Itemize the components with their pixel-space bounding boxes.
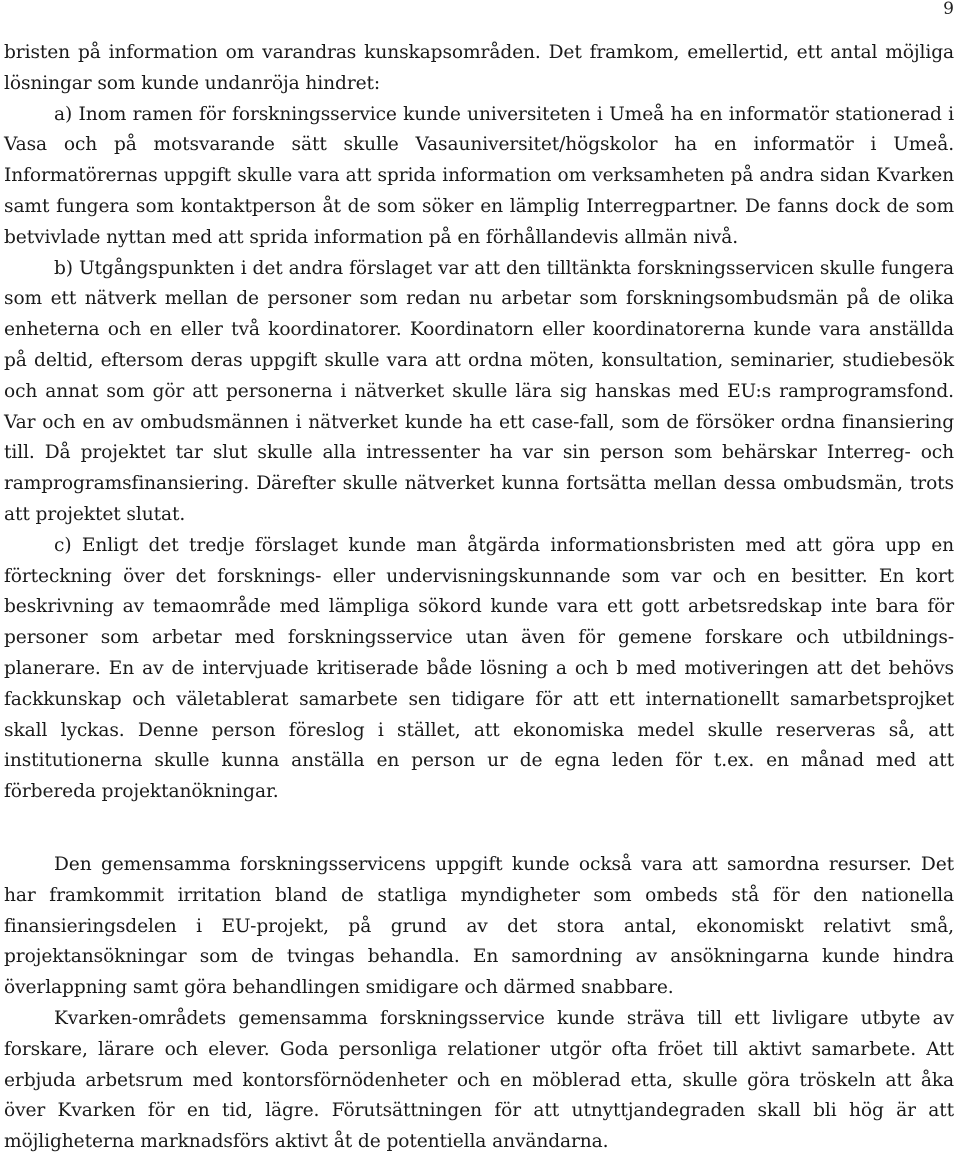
paragraph-option-a: a) Inom ramen för forskningsservice kunde universiteten i Umeå ha en informatör stationerad i Vasa och på motsvarande sätt skulle Vasauniversitet/högskolor ha en informatör i Umeå. Informatörernas uppgift skulle vara att sprida information om verksamheten på andra sidan Kvarken samt fungera som kontaktperson åt de som söker en lämplig Interregpartner. De fanns dock de som betvivlade nyttan med att sprida information på en förhållandevis allmän nivå. (4, 103, 954, 248)
body-text-section-2 (4, 850, 954, 1158)
paragraph-option-c: c) Enligt det tredje förslaget kunde man åtgärda informationsbristen med att göra upp en förteckning över det forsknings- eller undervisningskunnande som var och en besitter. En kort beskrivning av temaområde med lämpliga sökord kunde vara ett gott arbetsredskap inte bara för personer som arbetar med forskningsservice utan även för gemene forskare och utbildnings-planerare. En av de intervjuade kritiserade både lösning a och b med motiveringen att det behövs fackkunskap och väletablerat samarbete sen tidigare för att ett internationellt samarbetsprojket skall lyckas. Denne person föreslog i stället, att ekonomiska medel skulle reserveras så, att institutionerna skulle kunna anställa en person ur de egna leden för t.ex. en månad med att förbereda projektanökningar. (4, 534, 954, 803)
paragraph-exchange: Kvarken-områdets gemensamma forskningsservice kunde sträva till ett livligare utbyte av forskare, lärare och elever. Goda personliga relationer utgör ofta fröet till aktivt samarbete. Att erbjuda arbetsrum med kontorsförnödenheter och en möblerad etta, skulle göra tröskeln att åka över Kvarken för en tid, lägre. Förutsättningen för att utnyttjandegraden skall bli hög är att möjligheterna marknadsförs aktivt åt de potentiella användarna. (4, 1007, 954, 1153)
paragraph-option-b: b) Utgångspunkten i det andra förslaget var att den tilltänkta forskningsservicen skulle fungera som ett nätverk mellan de personer som redan nu arbetar som forskningsombudsmän på de olika enheterna och en eller två koordinatorer. Koordinatorn eller koordinatorerna kunde vara anställda på deltid, eftersom deras uppgift skulle vara att ordna möten, konsultation, seminarier, studiebesök och annat som gör att personerna i nätverket skulle lära sig hanskas med EU:s ramprogramsfond. Var och en av ombudsmännen i nätverket kunde ha ett case-fall, som de försöker ordna finansiering till. Då projektet tar slut skulle alla intressenter ha var sin person som behärskar Interreg- och ramprogramsfinansiering. Därefter skulle nätverket kunna fortsätta mellan dessa ombudsmän, trots att projektet slutat. (4, 257, 954, 525)
paragraph-intro: bristen på information om varandras kunskapsområden. Det framkom, emellertid, ett antal möjliga lösningar som kunde undanröja hindret: (4, 42, 954, 94)
body-text-section-1 (4, 38, 954, 808)
page-number: 9 (943, 0, 954, 19)
paragraph-resource-coordination: Den gemensamma forskningsservicens uppgift kunde också vara att samordna resurser. Det har framkommit irritation bland de statliga myndigheter som ombeds stå för den nationella finansieringsdelen i EU-projekt, på grund av det stora antal, ekonomiskt relativt små, projektansökningar som de tvingas behandla. En samordning av ansökningarna kunde hindra överlappning samt göra behandlingen smidigare och därmed snabbare. (4, 854, 954, 999)
